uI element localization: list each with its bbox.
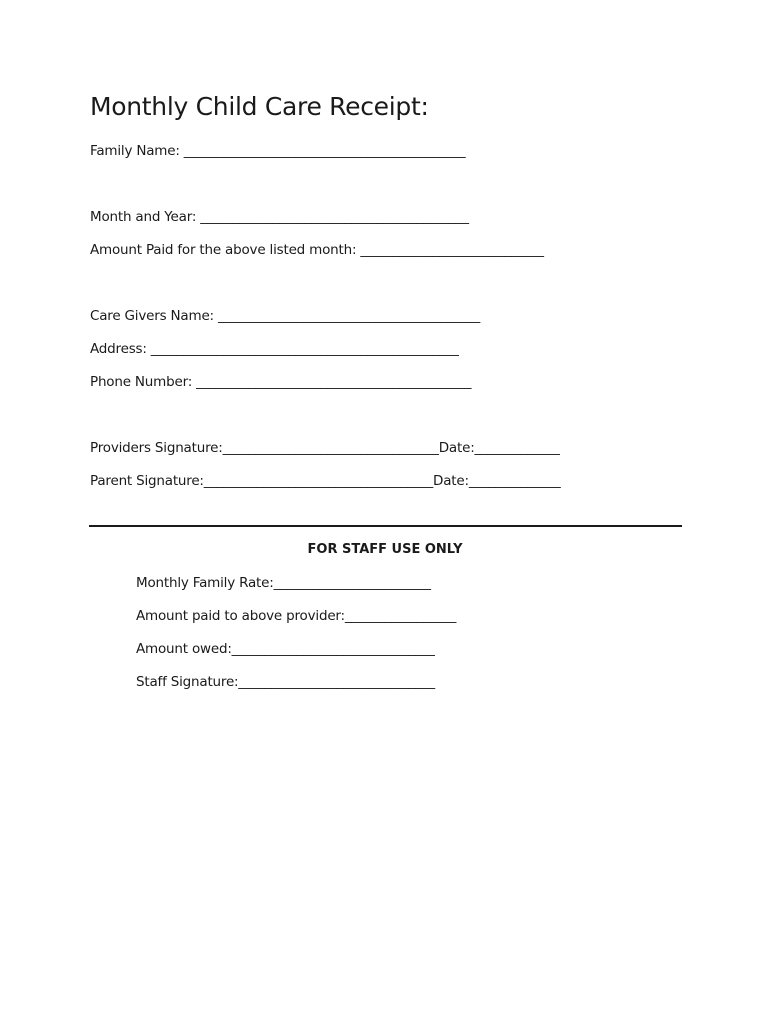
providers-signature-field[interactable]: Providers Signature:_________________________________Date:_____________ xyxy=(90,440,560,456)
section-divider xyxy=(89,525,682,527)
staff-signature-field[interactable]: Staff Signature:______________________________ xyxy=(136,674,435,690)
family-name-field[interactable]: Family Name: ___________________________________________ xyxy=(90,143,466,159)
care-givers-name-field[interactable]: Care Givers Name: ________________________________________ xyxy=(90,308,480,324)
parent-signature-field[interactable]: Parent Signature:___________________________________Date:______________ xyxy=(90,473,561,489)
amount-paid-provider-field[interactable]: Amount paid to above provider:_________________ xyxy=(136,608,457,624)
amount-paid-field[interactable]: Amount Paid for the above listed month: ____________________________ xyxy=(90,242,544,258)
address-field[interactable]: Address: _______________________________________________ xyxy=(90,341,459,357)
amount-owed-field[interactable]: Amount owed:_______________________________ xyxy=(136,641,435,657)
phone-number-field[interactable]: Phone Number: __________________________________________ xyxy=(90,374,472,390)
page-title: Monthly Child Care Receipt: xyxy=(90,92,429,121)
monthly-family-rate-field[interactable]: Monthly Family Rate:________________________ xyxy=(136,575,431,591)
month-year-field[interactable]: Month and Year: _________________________________________ xyxy=(90,209,469,225)
staff-use-heading: FOR STAFF USE ONLY xyxy=(307,542,463,557)
